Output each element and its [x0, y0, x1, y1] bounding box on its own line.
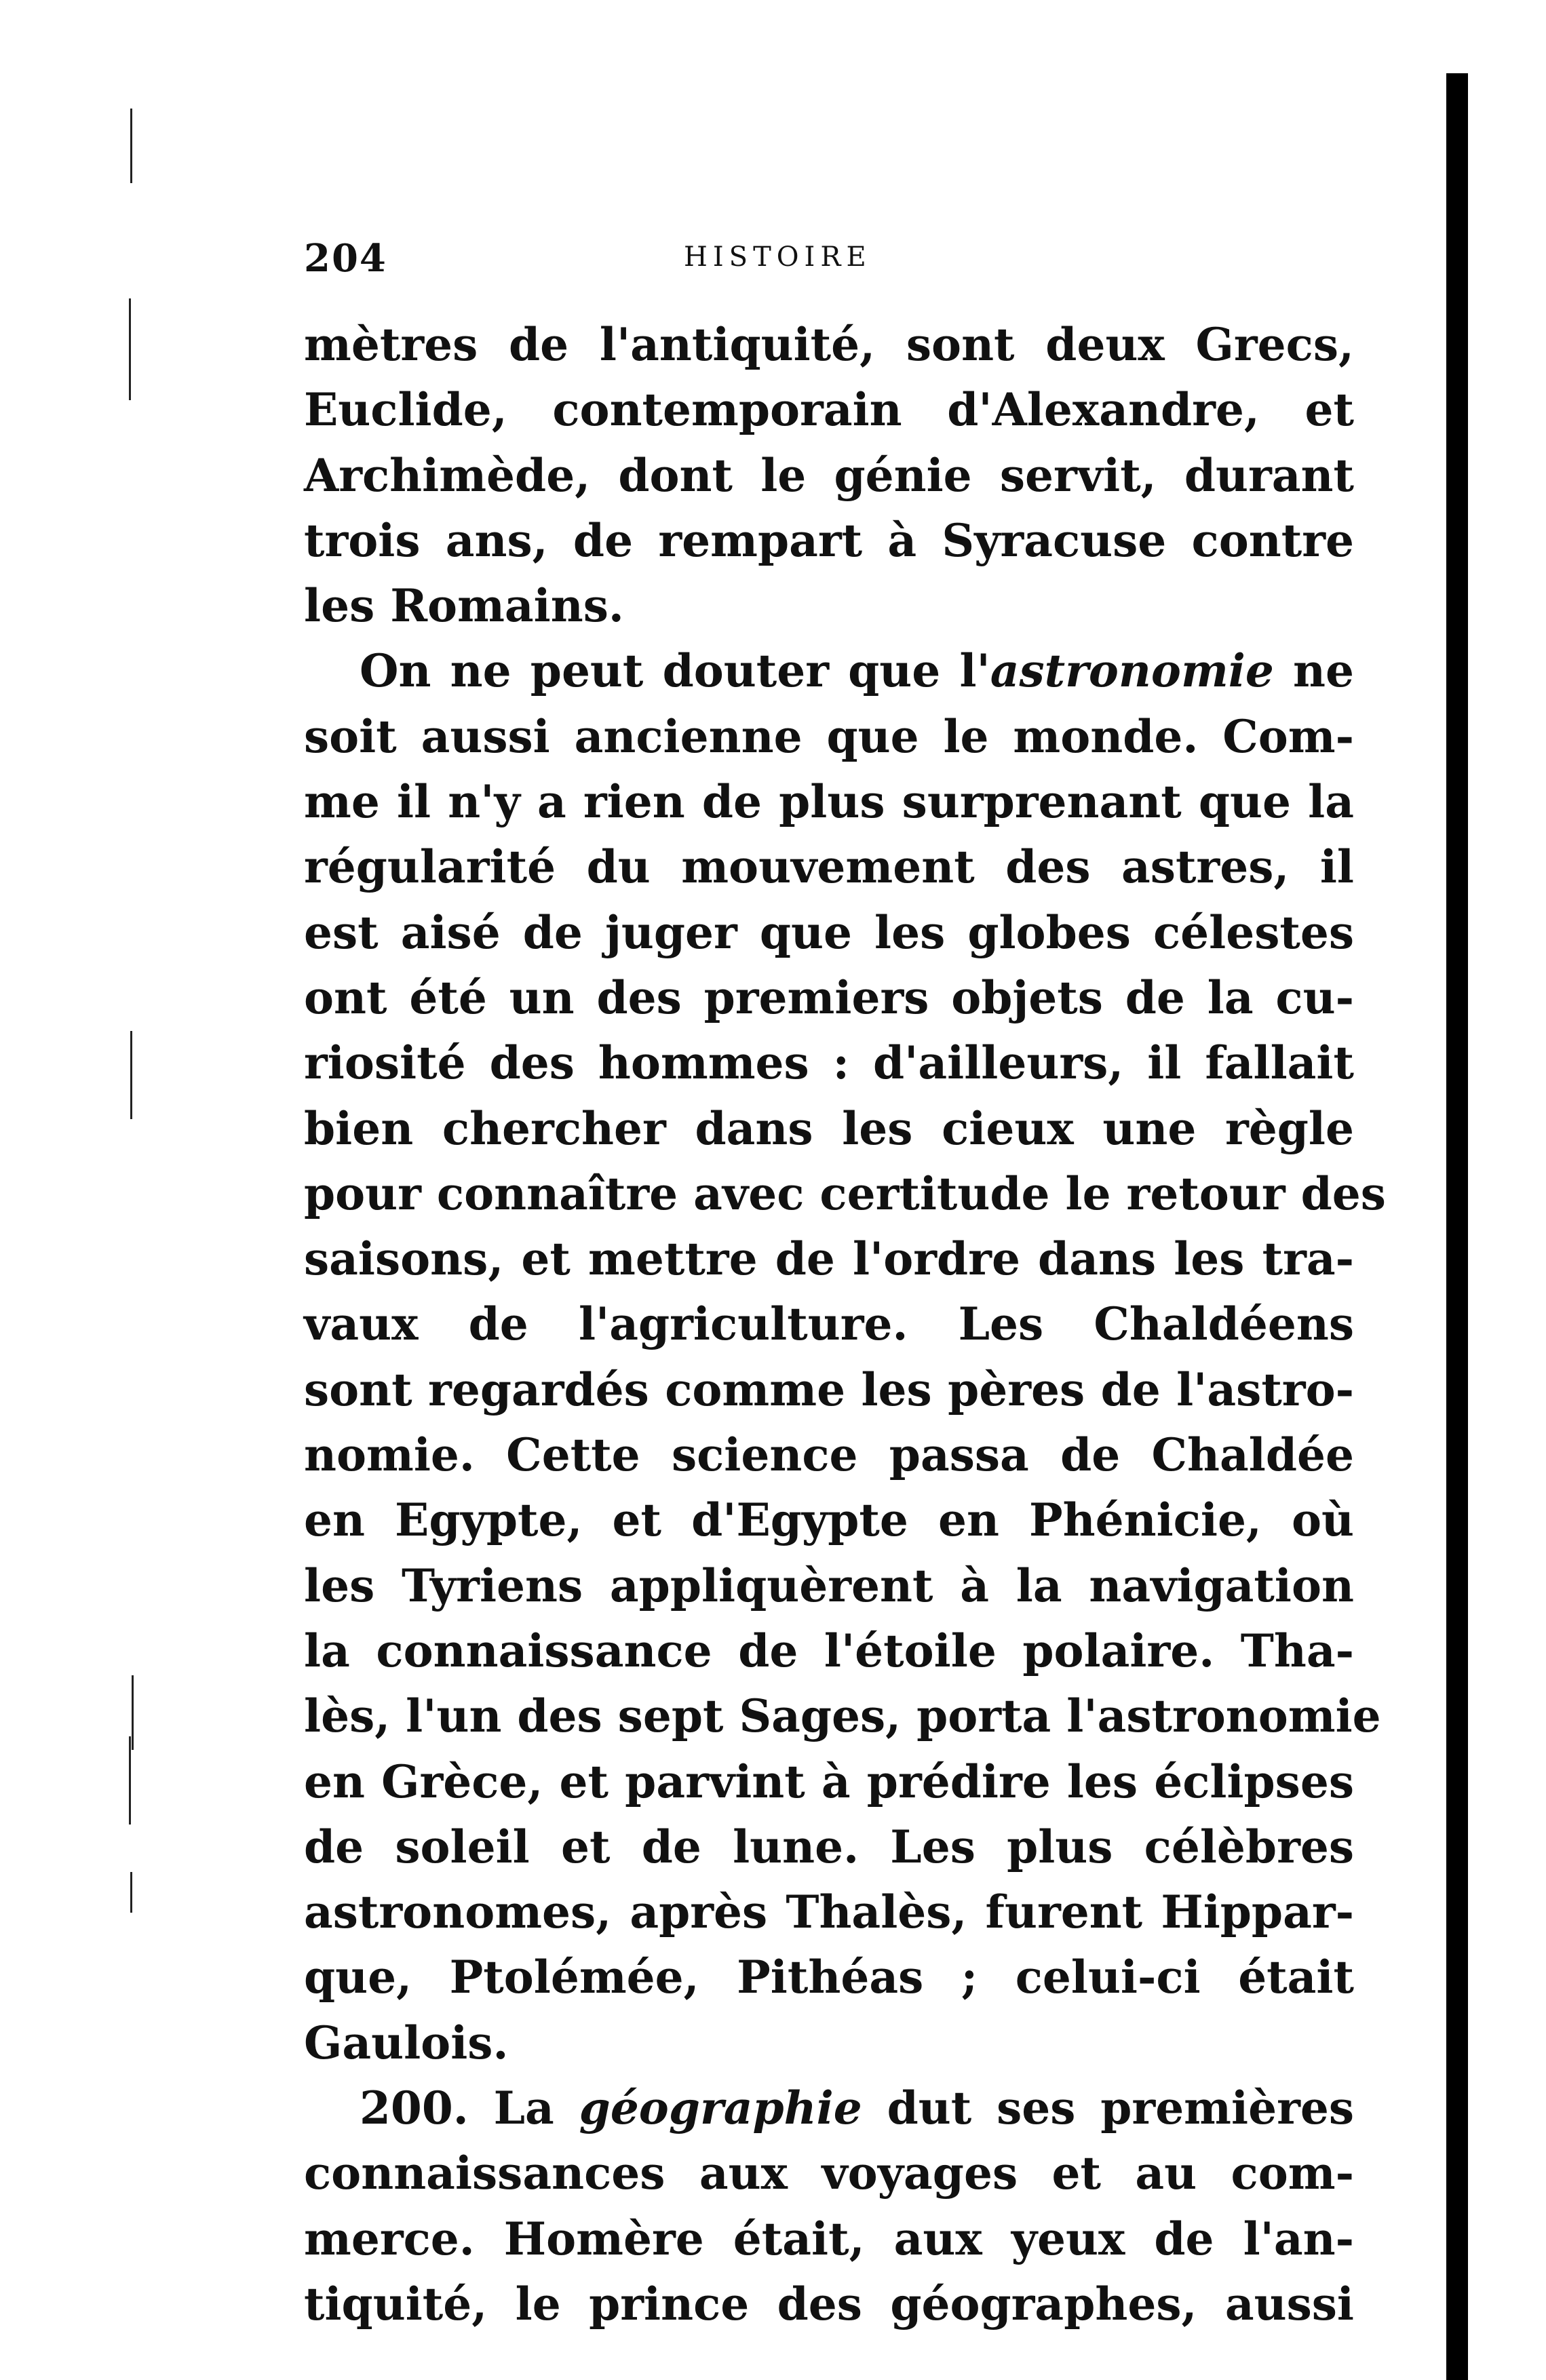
text-line: que, Ptolémée, Pithéas ; celui-ci était [304, 1951, 1354, 2004]
text-line: trois ans, de rempart à Syracuse contre [304, 513, 1354, 567]
text-segment: 200. La [360, 2082, 579, 2135]
text-line [304, 2075, 1354, 2141]
scan-mark [129, 298, 131, 400]
scan-mark [132, 1675, 134, 1750]
text-line: de soleil et de lune. Les plus célèbres [304, 1820, 1354, 1873]
scan-mark [130, 1031, 132, 1119]
text-line: saisons, et mettre de l'ordre dans les tra- [304, 1232, 1354, 1286]
text-line: bien chercher dans les cieux une règle [304, 1101, 1354, 1155]
body-text [304, 312, 1386, 2337]
text-line: vaux de l'agriculture. Les Chaldéens [304, 1298, 1354, 1351]
text-line: pour connaître avec certitude le retour des [304, 1167, 1386, 1220]
text-line: ont été un des premiers objets de la cu- [304, 971, 1354, 1024]
text-line: soit aussi ancienne que le monde. Com- [304, 709, 1354, 763]
text-line: en Grèce, et parvint à prédire les éclipses [304, 1755, 1354, 1808]
text-line: riosité des hommes : d'ailleurs, il fallait [304, 1036, 1354, 1090]
text-line: mètres de l'antiquité, sont deux Grecs, [304, 318, 1354, 371]
scan-mark [130, 109, 132, 183]
text-line: régularité du mouvement des astres, il [304, 840, 1354, 894]
text-line: les Tyriens appliquèrent à la navigation [304, 1559, 1354, 1612]
text-segment: On ne peut douter que l' [360, 644, 990, 698]
text-line: en Egypte, et d'Egypte en Phénicie, où [304, 1494, 1354, 1547]
page-number: 204 [304, 236, 387, 281]
text-line: la connaissance de l'étoile polaire. Tha- [304, 1624, 1354, 1677]
text-line: Euclide, contemporain d'Alexandre, et [304, 383, 1354, 437]
text-segment: dut ses premières [862, 2082, 1354, 2135]
scan-mark [130, 1872, 132, 1913]
text-line: lès, l'un des sept Sages, porta l'astronomie [304, 1690, 1381, 1743]
running-head: HISTOIRE [684, 241, 872, 273]
text-line: connaissances aux voyages et au com- [304, 2147, 1354, 2200]
text-line: merce. Homère était, aux yeux de l'an- [304, 2212, 1354, 2265]
text-line: Archimède, dont le génie servit, durant [304, 448, 1354, 502]
page-header [304, 236, 1354, 297]
text-line: astronomes, après Thalès, furent Hippar- [304, 1886, 1354, 1939]
text-line: sont regardés comme les pères de l'astro- [304, 1363, 1354, 1416]
text-line [304, 638, 1354, 703]
scan-mark [129, 1736, 131, 1825]
text-line: Gaulois. [304, 2016, 509, 2069]
binding-edge [1446, 73, 1468, 2380]
italic-term: astronomie [990, 644, 1274, 698]
text-segment: ne [1273, 644, 1354, 698]
text-line: nomie. Cette science passa de Chaldée [304, 1428, 1354, 1482]
italic-term: géographie [579, 2082, 862, 2135]
text-line: me il n'y a rien de plus surprenant que la [304, 775, 1354, 829]
text-line: les Romains. [304, 579, 624, 633]
text-line: tiquité, le prince des géographes, aussi [304, 2277, 1354, 2330]
text-line: est aisé de juger que les globes célestes [304, 905, 1354, 959]
